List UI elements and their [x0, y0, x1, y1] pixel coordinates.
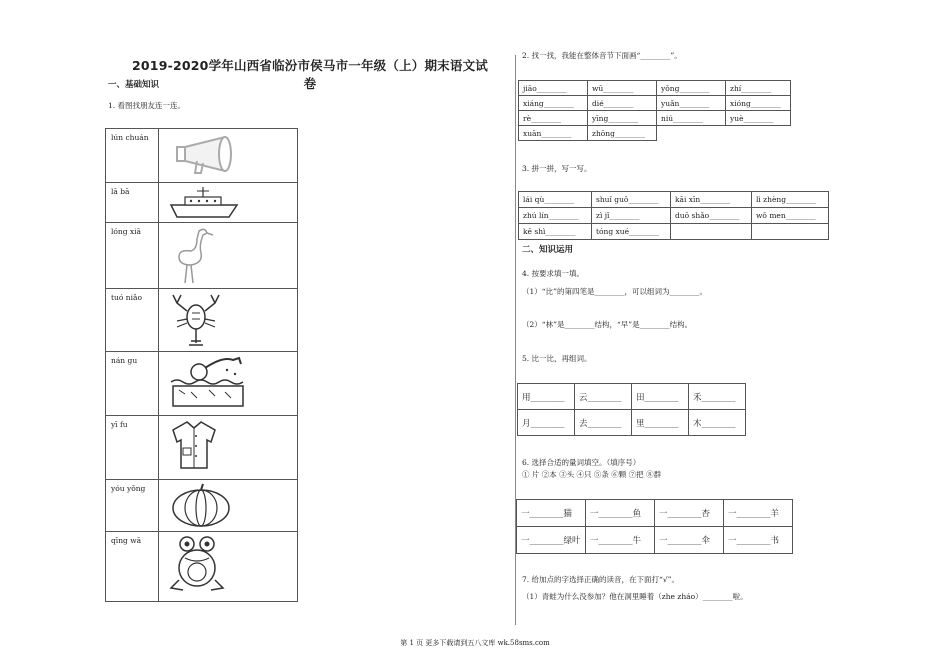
- q1-image-cell: [159, 352, 298, 416]
- q3-cell: kāi xīn________: [671, 192, 752, 208]
- q2-cell: wū________: [588, 81, 657, 96]
- q6-cell: 一________书: [724, 527, 793, 554]
- q5-cell: 田________: [632, 384, 689, 410]
- q1-image-cell: [159, 183, 298, 223]
- q2-cell: yīng________: [588, 111, 657, 126]
- q1-pinyin-cell: lóng xiā: [106, 223, 159, 289]
- q3-cell: [671, 224, 752, 240]
- q2-empty-cell: [726, 126, 791, 141]
- shirt-icon: [169, 418, 219, 472]
- question-3-prompt: 3. 拼一拼，写一写。: [522, 164, 592, 173]
- question-3-table: [518, 191, 829, 240]
- q6-cell: 一________杏: [655, 500, 724, 527]
- frog-icon: [169, 534, 225, 596]
- q2-cell: niú________: [657, 111, 726, 126]
- q3-cell: kě shì________: [519, 224, 592, 240]
- question-1-table: [105, 128, 298, 602]
- q1-pinyin-cell: yī fu: [106, 416, 159, 480]
- q2-cell: jiāo________: [519, 81, 588, 96]
- question-6-options: ① 片 ②本 ③头 ④只 ⑤条 ⑥颗 ⑦把 ⑧群: [522, 470, 662, 479]
- question-7-prompt: 7. 给加点的字选择正确的读音，在下面打“√”。: [522, 575, 679, 584]
- q5-cell: 木________: [689, 410, 746, 436]
- question-2-prompt: 2. 找一找，我能在整体音节下面画“________”。: [522, 51, 682, 60]
- q5-cell: 里________: [632, 410, 689, 436]
- q3-cell: [752, 224, 829, 240]
- q6-cell: 一________牛: [586, 527, 655, 554]
- q1-pinyin-cell: qīng wā: [106, 532, 159, 602]
- q1-image-cell: [159, 289, 298, 352]
- q2-cell: xióng________: [726, 96, 791, 111]
- question-1-prompt: 1. 看图找朋友连一连。: [108, 101, 186, 110]
- question-5-table: [517, 383, 746, 436]
- q1-image-cell: [159, 480, 298, 532]
- q3-cell: shuǐ guǒ________: [592, 192, 671, 208]
- q1-pinyin-cell: yóu yǒng: [106, 480, 159, 532]
- q1-image-cell: [159, 223, 298, 289]
- lobster-icon: [169, 291, 223, 349]
- q2-cell: zhōng________: [588, 126, 657, 141]
- q5-cell: 云________: [575, 384, 632, 410]
- q2-cell: rè________: [519, 111, 588, 126]
- question-2-table: [518, 80, 791, 141]
- q6-cell: 一________羊: [724, 500, 793, 527]
- q1-image-cell: [159, 416, 298, 480]
- q5-cell: 禾________: [689, 384, 746, 410]
- question-6-prompt: 6. 选择合适的量词填空。（填序号）: [522, 458, 641, 467]
- q3-cell: zhú lín________: [519, 208, 592, 224]
- q1-pinyin-cell: tuó niǎo: [106, 289, 159, 352]
- q6-cell: 一________伞: [655, 527, 724, 554]
- section-knowledge-application: 二、知识运用: [522, 245, 574, 255]
- q2-cell: yuǎn________: [657, 96, 726, 111]
- question-6-table: [516, 499, 793, 554]
- q3-cell: lì zhèng________: [752, 192, 829, 208]
- megaphone-icon: [169, 133, 239, 177]
- q2-cell: yǒng________: [657, 81, 726, 96]
- q2-cell: dié________: [588, 96, 657, 111]
- question-4-prompt: 4. 按要求填一填。: [522, 269, 585, 278]
- pumpkin-icon: [169, 482, 233, 528]
- q2-cell: xiáng________: [519, 96, 588, 111]
- q3-cell: tóng xué________: [592, 224, 671, 240]
- q6-cell: 一________绿叶: [517, 527, 586, 554]
- q6-cell: 一________鱼: [586, 500, 655, 527]
- crane-bird-icon: [169, 225, 219, 285]
- q3-cell: wǒ men________: [752, 208, 829, 224]
- q2-cell: zhí________: [726, 81, 791, 96]
- page-footer: 第 1 页 更多下载请到五八文库 wk.58sms.com: [400, 639, 550, 647]
- question-4-part-2: （2）“林”是________结构，“早”是________结构。: [522, 320, 693, 329]
- q1-image-cell: [159, 129, 298, 183]
- q3-cell: zì jǐ________: [592, 208, 671, 224]
- q5-cell: 用________: [518, 384, 575, 410]
- q1-pinyin-cell: lún chuán: [106, 129, 159, 183]
- q1-image-cell: [159, 532, 298, 602]
- page-title: 2019-2020学年山西省临汾市侯马市一年级（上）期末语文试卷: [132, 58, 488, 91]
- q2-cell: xuān________: [519, 126, 588, 141]
- section-basic-knowledge: 一、基础知识: [108, 80, 160, 90]
- q5-cell: 月________: [518, 410, 575, 436]
- q3-cell: duō shǎo________: [671, 208, 752, 224]
- q5-cell: 去________: [575, 410, 632, 436]
- q6-cell: 一________猫: [517, 500, 586, 527]
- ship-icon: [169, 185, 239, 219]
- q2-cell: yuè________: [726, 111, 791, 126]
- q2-empty-cell: [657, 126, 726, 141]
- swimmer-icon: [169, 354, 247, 410]
- question-5-prompt: 5. 比一比，再组词。: [522, 354, 592, 363]
- q1-pinyin-cell: lā bā: [106, 183, 159, 223]
- question-7-part-1: （1）青蛙为什么没参加？他在洞里睡着（zhe zháo）________啦。: [522, 592, 748, 601]
- q3-cell: lái qù________: [519, 192, 592, 208]
- q1-pinyin-cell: nán gu: [106, 352, 159, 416]
- question-4-part-1: （1）“比”的第四笔是________，可以组词为________。: [522, 287, 707, 296]
